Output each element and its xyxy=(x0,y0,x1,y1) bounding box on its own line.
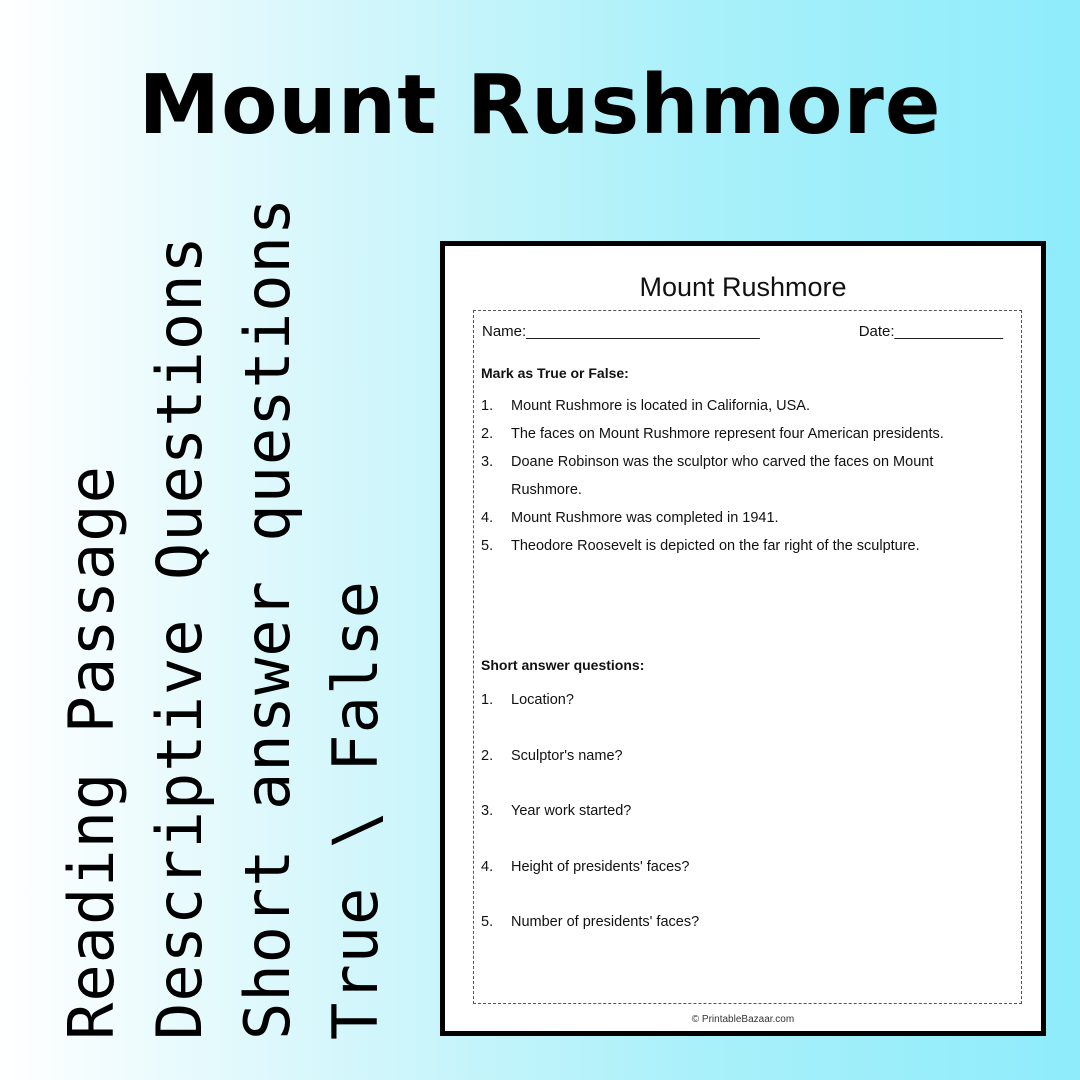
item-number: 1. xyxy=(481,692,494,708)
list-item xyxy=(481,912,1011,968)
name-date-row xyxy=(482,323,1013,345)
item-text: Height of presidents' faces? xyxy=(511,858,690,875)
list-item xyxy=(481,448,1011,504)
list-item xyxy=(481,532,1011,560)
item-number: 5. xyxy=(481,914,494,930)
item-number: 3. xyxy=(481,803,494,819)
label-true-false: True \ False xyxy=(319,580,392,1040)
main-title: Mount Rushmore xyxy=(138,58,942,153)
label-descriptive-questions: Descriptive Questions xyxy=(143,235,216,1040)
list-item xyxy=(481,690,1011,746)
list-item xyxy=(481,801,1011,857)
item-number: 2. xyxy=(481,747,494,764)
item-text: Doane Robinson was the sculptor who carved the faces on Mount Rushmore. xyxy=(511,454,934,498)
short-answer-list xyxy=(481,690,1011,968)
item-text: The faces on Mount Rushmore represent four American presidents. xyxy=(511,426,944,442)
vertical-labels xyxy=(48,196,392,1040)
date-field-label: Date:_____________ xyxy=(858,323,1003,340)
item-text: Theodore Roosevelt is depicted on the far right of the sculpture. xyxy=(511,538,920,554)
worksheet-title: Mount Rushmore xyxy=(639,272,847,302)
true-false-list xyxy=(481,392,1011,560)
list-item xyxy=(481,392,1011,420)
copyright-footer: © PrintableBazaar.com xyxy=(691,1014,795,1025)
item-number: 4. xyxy=(481,858,494,875)
name-field-label: Name:____________________________ xyxy=(482,323,760,340)
item-text: Mount Rushmore was completed in 1941. xyxy=(511,510,779,526)
short-answer-heading: Short answer questions: xyxy=(481,657,645,673)
item-number: 3. xyxy=(481,454,494,470)
true-false-heading: Mark as True or False: xyxy=(481,365,629,381)
item-number: 2. xyxy=(481,426,494,442)
item-text: Location? xyxy=(511,692,574,708)
item-number: 5. xyxy=(481,538,494,554)
item-number: 1. xyxy=(481,398,494,414)
list-item xyxy=(481,420,1011,448)
item-text: Sculptor's name? xyxy=(511,747,623,764)
list-item xyxy=(481,857,1011,913)
list-item xyxy=(481,504,1011,532)
item-text: Mount Rushmore is located in California, USA. xyxy=(511,398,810,414)
item-text: Number of presidents' faces? xyxy=(511,914,700,930)
item-text: Year work started? xyxy=(511,803,632,819)
item-number: 4. xyxy=(481,510,494,526)
worksheet-preview xyxy=(440,241,1046,1036)
label-reading-passage: Reading Passage xyxy=(55,465,128,1040)
list-item xyxy=(481,746,1011,802)
worksheet-content-box xyxy=(473,310,1022,1004)
label-short-answer-questions: Short answer questions xyxy=(231,196,304,1040)
